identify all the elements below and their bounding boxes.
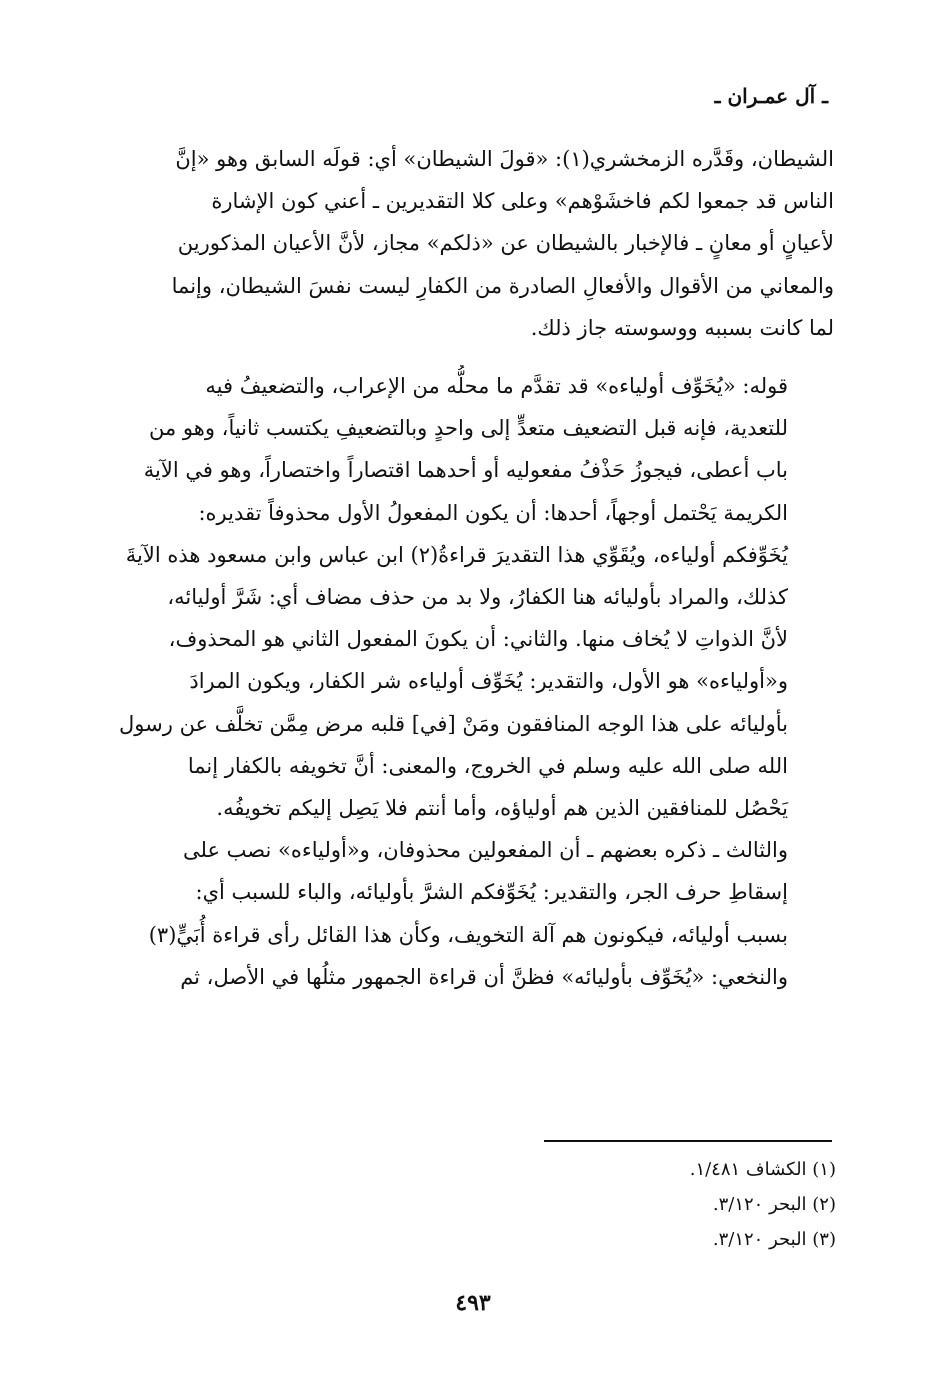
paragraph-1: [108, 138, 834, 349]
paragraph-2: [108, 365, 834, 998]
page-number: ٤٩٣: [455, 1290, 491, 1316]
footnote-divider: [544, 1140, 832, 1142]
text-line: الشيطان، وقَدَّره الزمخشري(١): «قولَ الشيطان» أي: قولَه السابق وهو «إنَّ: [175, 147, 834, 171]
running-header: ـ آل عمـران ـ: [714, 84, 828, 108]
text-line: باب أعطى، فيجوزُ حَذْفُ مفعوليه أو أحدهما اقتصاراً واختصاراً، وهو في الآية: [143, 458, 788, 483]
text-line: لأنَّ الذواتِ لا يُخاف منها. والثاني: أن يكونَ المفعول الثاني هو المحذوف،: [168, 627, 788, 652]
text-line: والمعاني من الأقوال والأفعالِ الصادرة من الكفارِ ليست نفسَ الشيطان، وإنما: [171, 273, 834, 298]
text-line: كذلك، والمراد بأوليائه هنا الكفارُ، ولا بد من حذف مضاف أي: شَرَّ أوليائه،: [167, 585, 788, 610]
footnote-3: (٣) البحر ٣/١٢٠.: [712, 1229, 836, 1250]
text-line: يُخَوِّفكم أولياءه، ويُقَوِّي هذا التقديرَ قراءةُ(٢) ابن عباس وابن مسعود هذه الآيةَ: [125, 542, 788, 567]
text-line: لما كانت بسببه ووسوسته جاز ذلك.: [530, 315, 834, 340]
main-text: [108, 138, 834, 998]
text-line: للتعدية، فإنه قبل التضعيف متعدٍّ إلى واحدٍ وبالتضعيفِ يكتسب ثانياً، وهو من: [149, 416, 788, 441]
text-line: و«أولياءه» هو الأول، والتقدير: يُخَوِّف أولياءه شر الكفار، ويكون المرادَ: [189, 669, 788, 694]
text-line: الناس قد جمعوا لكم فاخشَوْهم» وعلى كلا التقديرين ـ أعني كون الإشارة: [211, 189, 834, 214]
text-line: والثالث ـ ذكره بعضهم ـ أن المفعولين محذوفان، و«أولياءه» نصب على: [182, 838, 788, 863]
text-line: بأوليائه على هذا الوجه المنافقون ومَنْ [في] قلبه مرض مِمَّن تخلَّف عن رسول: [119, 711, 788, 736]
text-line: الله صلى الله عليه وسلم في الخروج، والمعنى: أنَّ تخويفه بالكفار إنما: [187, 753, 788, 778]
footnotes: [436, 1152, 836, 1257]
footnote-1: (١) الكشاف ١/٤٨١.: [689, 1159, 836, 1180]
text-line: إسقاطِ حرف الجر، والتقدير: يُخَوِّفكم الشرَّ بأوليائه، والباء للسبب أي:: [195, 880, 788, 905]
text-line: يَحْصُل للمنافقين الذين هم أولياؤه، وأما أنتم فلا يَصِل إليكم تخويفُه.: [216, 796, 788, 821]
footnote-2: (٢) البحر ٣/١٢٠.: [712, 1194, 836, 1215]
text-line: قوله: «يُخَوِّف أولياءه» قد تقدَّم ما محلُّه من الإعراب، والتضعيفُ فيه: [205, 374, 788, 399]
text-line: الكريمة يَحْتمل أوجهاً، أحدها: أن يكون المفعولُ الأول محذوفاً تقديره:: [198, 500, 788, 525]
text-line: لأعيانٍ أو معانٍ ـ فالإخبار بالشيطان عن «ذلكم» مجاز، لأنَّ الأعيان المذكورين: [177, 231, 834, 256]
text-line: والنخعي: «يُخَوِّف بأوليائه» فظنَّ أن قراءة الجمهور مثلُها في الأصل، ثم: [180, 964, 788, 989]
text-line: بسبب أوليائه، فيكونون هم آلة التخويف، وكأن هذا القائل رأى قراءة أُبَيٍّ(٣): [148, 922, 788, 947]
